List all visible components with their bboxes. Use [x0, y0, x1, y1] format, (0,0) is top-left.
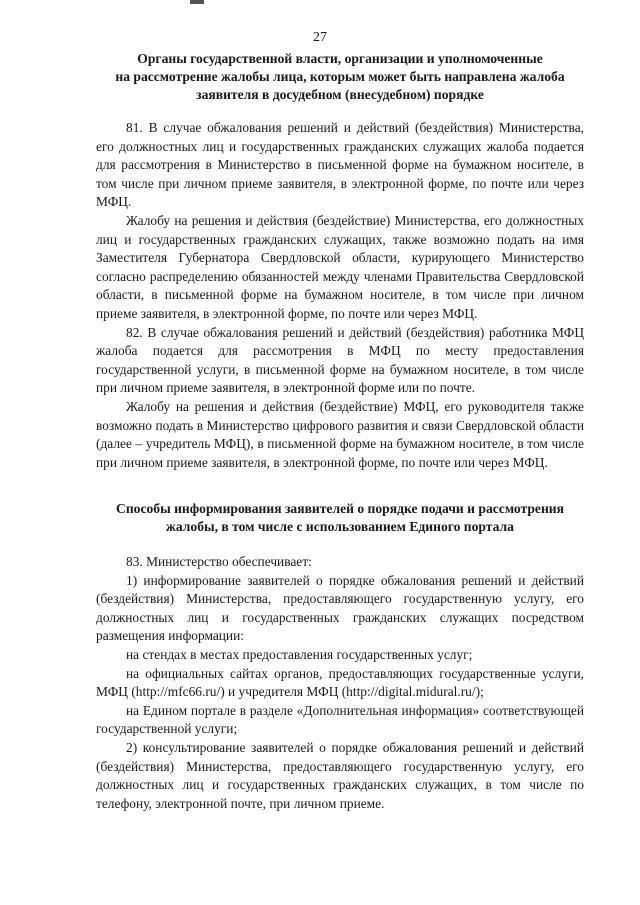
list-subitem-portal: на Едином портале в разделе «Дополнительная информация» соответствующей государственной услуги;	[96, 702, 584, 737]
paragraph-82-continued: Жалобу на решения и действия (бездействие) МФЦ, его руководителя также возможно подать в Министерство цифрового развития и связи Свердловской области (далее – учредитель МФЦ), в письменной форме на бумажном носителе, в том числе при личном приеме заявителя, в электронной форме, по почте или через МФЦ.	[96, 398, 584, 470]
heading-line: Способы информирования заявителей о порядке подачи и рассмотрения	[116, 501, 564, 516]
heading-line: Органы государственной власти, организации и уполномоченные	[137, 51, 543, 66]
section-heading-complaint-bodies	[96, 50, 584, 104]
list-item-2: 2) консультирование заявителей о порядке обжалования решений и действий (бездействия) Министерства, предоставляющего государственную услугу, его должностных лиц и государственных гражданских служащих, в том числе по телефону, электронной почте, при личном приеме.	[96, 739, 584, 811]
section-body-informing-methods	[96, 553, 584, 813]
paragraph-81: 81. В случае обжалования решений и действий (бездействия) Министерства, его должностных лиц и государственных гражданских служащих жалоба подается для рассмотрения в Министерство в письменной форме на бумажном носителе, в том числе при личном приеме заявителя, в электронной форме, по почте или через МФЦ.	[96, 120, 584, 210]
heading-line: заявителя в досудебном (внесудебном) порядке	[196, 87, 484, 102]
scan-artifact	[190, 0, 204, 4]
heading-line: на рассмотрение жалобы лица, которым может быть направлена жалоба	[115, 69, 565, 84]
section-heading-informing-methods	[96, 500, 584, 536]
paragraph-81-continued: Жалобу на решения и действия (бездействие) Министерства, его должностных лиц и государственных гражданских служащих, также возможно подать на имя Заместителя Губернатора Свердловской области, курирующего Министерство согласно распределению обязанностей между членами Правительства Свердловской области, в письменной форме на бумажном носителе, в том числе при личном приеме заявителя, в электронной форме, по почте или через МФЦ.	[96, 212, 584, 321]
list-item-1: 1) информирование заявителей о порядке обжалования решений и действий (бездействия) Министерства, предоставляющего государственную услугу, его должностных лиц и государственных гражданских служащих посредством размещения информации:	[96, 572, 584, 644]
paragraph-83: 83. Министерство обеспечивает:	[126, 554, 312, 569]
list-subitem-stands: на стендах в местах предоставления государственных услуг;	[126, 646, 473, 662]
paragraph-82: 82. В случае обжалования решений и действий (бездействия) работника МФЦ жалоба подается для рассмотрения в МФЦ по месту предоставления государственной услуги, в письменной форме на бумажном носителе, в том числе при личном приеме заявителя, в электронной форме или по почте.	[96, 324, 584, 396]
heading-line: жалобы, в том числе с использованием Единого портала	[166, 519, 514, 534]
section-body-complaint-bodies	[96, 119, 584, 472]
page-number: 27	[313, 30, 327, 45]
list-subitem-websites: на официальных сайтах органов, предоставляющих государственные услуги, МФЦ (http://mfc66.ru/) и учредителя МФЦ (http://digital.midural.ru/);	[96, 665, 584, 700]
